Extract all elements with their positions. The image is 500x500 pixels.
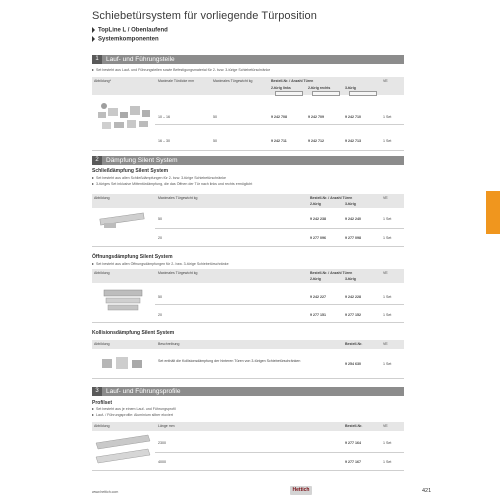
cell-ve: 1 Set (383, 313, 392, 317)
header-bestell: Bestell-Nr. / Anzahl Türen (310, 271, 353, 275)
header-2tuerig-rechts: 2-türig rechts (308, 86, 331, 90)
door-config-icon (349, 91, 377, 96)
row-divider (92, 150, 404, 151)
cell-article-number: 9 277 164 (345, 441, 361, 445)
opening-damper-image (96, 286, 151, 316)
header-ve: VE (383, 342, 388, 346)
header-laenge: Länge mm (158, 424, 175, 428)
header-3tuerig: 3-türig (345, 202, 356, 206)
door-config-icon (275, 91, 303, 96)
header-ve: VE (383, 271, 388, 275)
cell-article-number: 9 242 238 (310, 217, 326, 221)
row-divider (155, 124, 404, 125)
profile-image (94, 433, 152, 467)
cell-article-number: 9 242 227 (310, 295, 326, 299)
subtitle-1: TopLine L / Obenlaufend (92, 27, 168, 34)
subsection-heading: Kollisionsdämpfung Silent System (92, 330, 175, 336)
cell-gewicht: 20 (158, 236, 162, 240)
collision-damper-image (96, 351, 151, 375)
table-header (92, 269, 404, 283)
cell-article-number: 9 277 096 (310, 236, 326, 240)
header-abbildung: Abbildung* (94, 79, 111, 83)
cell-article-number: 9 242 228 (345, 295, 361, 299)
header-beschreibung: Beschreibung (158, 342, 180, 346)
subsection-heading: Profilset (92, 400, 113, 406)
cell-ve: 1 Set (383, 295, 392, 299)
bullet: Lauf- / Führungsprofile: Aluminium silber eloxiert (92, 413, 173, 417)
header-2tuerig: 2-türig (310, 277, 321, 281)
section-2-bar (92, 156, 404, 165)
subtitle-2: Systemkomponenten (92, 36, 159, 43)
section-title: Lauf- und Führungsteile (106, 56, 175, 63)
row-divider (92, 246, 404, 247)
header-abbildung: Abbildung (94, 196, 110, 200)
section-number: 2 (92, 156, 102, 165)
cell-article-number: 9 242 710 (345, 115, 361, 119)
section-number: 3 (92, 387, 102, 396)
cell-ve: 1 Set (383, 139, 392, 143)
row-divider (155, 304, 404, 305)
cell-article-number: 9 242 712 (308, 139, 324, 143)
header-2tuerig-links: 2-türig links (271, 86, 291, 90)
header-bestell: Bestell-Nr. / Anzahl Türen (310, 196, 353, 200)
arrow-right-icon (92, 414, 94, 416)
header-abbildung: Abbildung (94, 271, 110, 275)
header-2tuerig: 2-türig (310, 202, 321, 206)
header-ve: VE (383, 424, 388, 428)
arrow-right-icon (92, 408, 94, 410)
cell-ve: 1 Set (383, 460, 392, 464)
bullet: Set besteht aus Lauf- und Führungsteilen sowie Befestigungsmaterial für 2- bzw. 3-türige Schiebetürschränke (92, 68, 270, 72)
section-1-bar (92, 55, 404, 64)
row-divider (92, 322, 404, 323)
cell-article-number: 9 277 151 (310, 313, 326, 317)
cell-ve: 1 Set (383, 115, 392, 119)
section-title: Lauf- und Führungsprofile (106, 388, 181, 395)
cell-gewicht: 20 (158, 313, 162, 317)
subsection-heading: Schließdämpfung Silent System (92, 168, 169, 174)
cell-ve: 1 Set (383, 441, 392, 445)
header-abbildung: Abbildung (94, 424, 110, 428)
header-ve: VE (383, 79, 388, 83)
page-title: Schiebetürsystem für vorliegende Türposition (92, 10, 317, 22)
chapter-tab (486, 191, 500, 234)
header-3tuerig: 3-türig (345, 86, 356, 90)
section-number: 1 (92, 55, 102, 64)
soft-close-image (96, 210, 151, 232)
row-divider (92, 378, 404, 379)
cell-laenge: 2300 (158, 441, 166, 445)
cell-article-number: 9 277 167 (345, 460, 361, 464)
cell-article-number: 9 242 713 (345, 139, 361, 143)
subsection-heading: Öffnungsdämpfung Silent System (92, 254, 173, 260)
cell-gewicht: 50 (213, 115, 217, 119)
header-ve: VE (383, 196, 388, 200)
header-bestell: Bestell-Nr. (345, 342, 363, 346)
row-divider (92, 470, 404, 471)
cell-article-number: 9 242 709 (308, 115, 324, 119)
cell-laenge: 4000 (158, 460, 166, 464)
rollers-image (94, 100, 154, 134)
arrow-right-icon (92, 69, 94, 71)
row-divider (155, 452, 404, 453)
arrow-right-icon (92, 177, 94, 179)
arrow-right-icon (92, 36, 95, 42)
bullet: 3-türiges Set inklusive Mittentürdämpfung, die das Öffnen der Tür nach links und rechts ermöglicht (92, 182, 252, 186)
bullet: Set besteht aus allen Schließdämpfungen für 2- bzw. 3-türige Schiebetürschränke (92, 176, 226, 180)
bullet: Set besteht aus je einem Lauf- und Führungsprofil (92, 407, 176, 411)
bullet: Set besteht aus allen Öffnungsdämpfungen für 2- bzw. 3-türige Schiebetürschränke (92, 262, 229, 266)
cell-ve: 1 Set (383, 217, 392, 221)
header-bestell: Bestell-Nr. (345, 424, 363, 428)
cell-article-number: 9 242 708 (271, 115, 287, 119)
cell-ve: 1 Set (383, 362, 392, 366)
cell-article-number: 9 254 630 (345, 362, 361, 366)
cell-dicke: 10 – 16 (158, 115, 170, 119)
footer-url[interactable]: www.hettich.com (92, 490, 119, 494)
cell-dicke: 16 – 30 (158, 139, 170, 143)
header-gewicht: Maximales Türgewicht kg (158, 271, 198, 275)
cell-gewicht: 50 (213, 139, 217, 143)
cell-ve: 1 Set (383, 236, 392, 240)
cell-gewicht: 50 (158, 295, 162, 299)
header-gewicht: Maximales Türgewicht kg (158, 196, 198, 200)
arrow-right-icon (92, 183, 94, 185)
header-gewicht: Maximales Türgewicht kg (213, 79, 253, 83)
row-divider (155, 228, 404, 229)
header-tuerdicke: Maximale Türdicke mm (158, 79, 195, 83)
cell-article-number: 9 277 152 (345, 313, 361, 317)
page-number: 421 (422, 488, 432, 494)
arrow-right-icon (92, 27, 95, 33)
header-3tuerig: 3-türig (345, 277, 356, 281)
table-header (92, 194, 404, 208)
cell-article-number: 9 242 240 (345, 217, 361, 221)
cell-gewicht: 50 (158, 217, 162, 221)
section-title: Dämpfung Silent System (106, 157, 178, 164)
cell-article-number: 9 277 098 (345, 236, 361, 240)
arrow-right-icon (92, 263, 94, 265)
header-abbildung: Abbildung (94, 342, 110, 346)
door-config-icon (312, 91, 340, 96)
section-3-bar (92, 387, 404, 396)
header-bestell: Bestell-Nr. / Anzahl Türen (271, 79, 314, 83)
cell-beschreibung: Set enthält die Kollisionsdämpfung der hinteren Türen von 3-türigen Schiebetürschränken (158, 359, 301, 363)
hettich-logo: Hettich (290, 486, 312, 495)
cell-article-number: 9 242 711 (271, 139, 287, 143)
